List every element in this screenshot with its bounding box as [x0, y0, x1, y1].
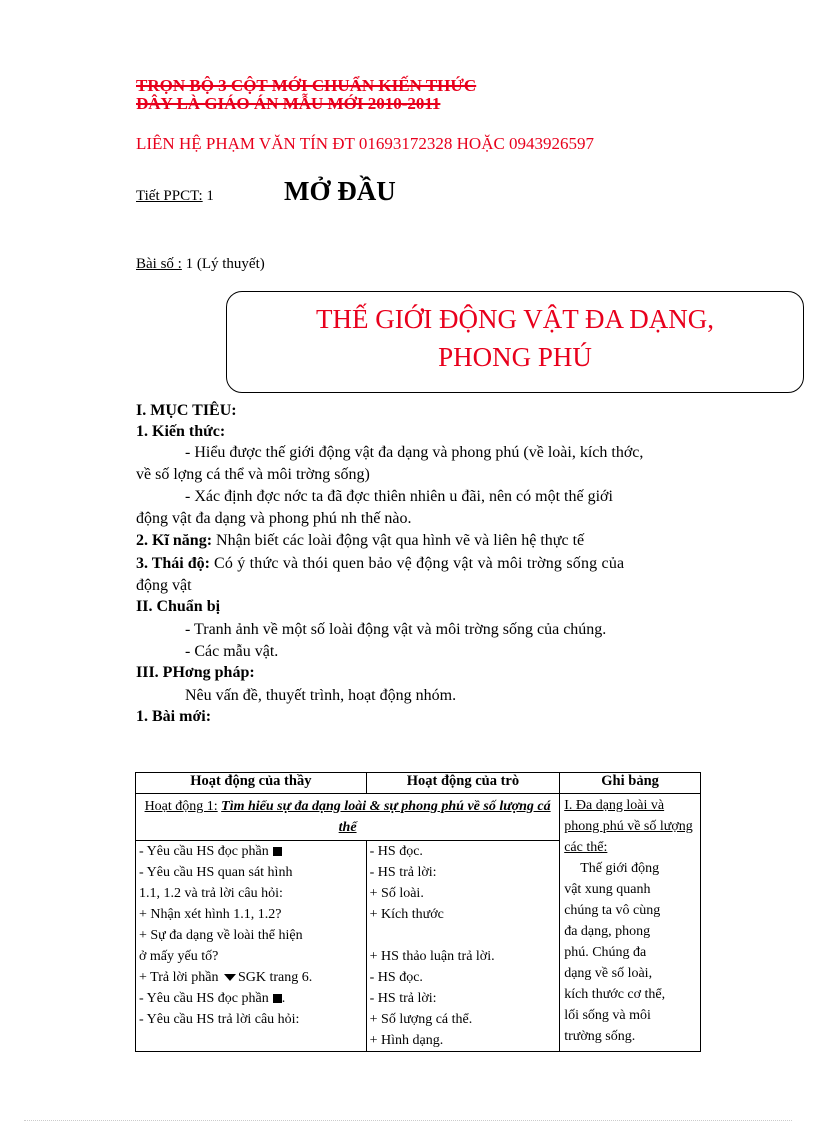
section-chuan-bi: II. Chuẩn bị [136, 598, 221, 615]
student-line: + Hình dạng. [369, 1033, 444, 1048]
notes-cell [560, 794, 701, 1052]
black-square-icon [273, 994, 282, 1003]
kt-line-2: về số lợng cá thể và môi trờng sống) [136, 466, 370, 483]
student-line: + Số loài. [369, 886, 424, 901]
student-line: - HS đọc. [369, 970, 423, 985]
note-line: kích thước cơ thể, [564, 987, 666, 1002]
thai-do-line-1: Có ý thức và thói quen bảo vệ động vật và môi trờng sống của [213, 555, 625, 572]
teacher-line: - Yêu cầu HS trả lời câu hỏi: [139, 1012, 300, 1027]
teacher-line: + Nhận xét hình 1.1, 1.2? [139, 907, 282, 922]
section-phuong-phap: III. PHơng pháp: [136, 664, 255, 681]
lesson-title-line-1: THẾ GIỚI ĐỘNG VẬT ĐA DẠNG, [316, 304, 714, 334]
page-bottom-border [24, 1120, 792, 1121]
note-line: đa dạng, phong [564, 924, 651, 939]
kt-line-4: động vật đa dạng và phong phú nh thế nào. [136, 510, 412, 527]
student-line: - HS đọc. [369, 844, 423, 859]
student-line: + Kích thước [369, 907, 444, 922]
header-student: Hoạt động của trò [366, 773, 560, 794]
teacher-line: + Trả lời phần SGK trang 6. [139, 970, 313, 985]
teacher-line: ở mấy yếu tố? [139, 949, 219, 964]
black-square-icon [273, 847, 282, 856]
ppct-label: Tiết PPCT: [136, 188, 203, 204]
thai-do-line-2: động vật [136, 577, 192, 594]
student-line: - HS trả lời: [369, 865, 437, 880]
teacher-cell [136, 841, 367, 1052]
contact-line: LIÊN HỆ PHẠM VĂN TÍN ĐT 01693172328 HOẶC 0943926597 [136, 134, 595, 153]
header-notes: Ghi bảng [560, 773, 701, 794]
student-line: + Số lượng cá thể. [369, 1012, 473, 1027]
ki-nang-text: Nhận biết các loài động vật qua hình vẽ và liên hệ thực tế [216, 532, 585, 549]
down-triangle-icon [224, 974, 236, 981]
student-spacer [370, 925, 557, 946]
bai-so [136, 256, 265, 273]
student-cell [366, 841, 560, 1052]
section-bai-moi: 1. Bài mới: [136, 708, 212, 725]
lesson-plan-table [135, 772, 701, 1052]
pp-text: Nêu vấn đề, thuyết trình, hoạt động nhóm. [185, 687, 457, 704]
student-line: + HS thảo luận trả lời. [369, 949, 495, 964]
note-line: chúng ta vô cùng [564, 903, 661, 918]
teacher-line: 1.1, 1.2 và trả lời câu hỏi: [139, 886, 283, 901]
teacher-line: - Yêu cầu HS đọc phần [139, 841, 363, 862]
bai-label: Bài số : [136, 256, 182, 272]
ppct-value: 1 [206, 188, 214, 204]
ki-nang [136, 532, 584, 550]
note-line: vật xung quanh [564, 882, 651, 897]
section-muc-tieu: I. MỤC TIÊU: [136, 402, 237, 419]
activity-title: Tìm hiểu sự đa dạng loài & sự phong phú về số lượng cá thể [221, 799, 551, 835]
cb-line-1: - Tranh ảnh về một số loài động vật và môi trờng sống của chúng. [185, 621, 607, 638]
header-line-1: TRỌN BỘ 3 CỘT MỚI CHUẨN KIẾN THỨC [136, 76, 477, 95]
chapter-title: MỞ ĐẦU [284, 176, 396, 206]
thai-do-label: 3. Thái độ: [136, 555, 210, 572]
kt-line-3: - Xác định đợc nớc ta đã đợc thiên nhiên u đãi, nên có một thế giới [185, 488, 613, 505]
note-line: dạng về số loài, [564, 966, 653, 981]
teacher-line: - Yêu cầu HS quan sát hình [139, 865, 293, 880]
lesson-title-box [226, 291, 804, 393]
header-teacher: Hoạt động của thầy [136, 773, 367, 794]
note-heading: I. Đa dạng loài và phong phú về số lượng các thể: [564, 798, 693, 855]
note-line: trường sống. [564, 1029, 636, 1044]
table-header-row [136, 773, 701, 794]
section-kien-thuc: 1. Kiến thức: [136, 423, 226, 440]
table-row [136, 794, 701, 841]
ki-nang-label: 2. Kĩ năng: [136, 532, 213, 549]
activity-cell [136, 794, 560, 841]
note-line: phú. Chúng đa [564, 945, 647, 960]
activity-label: Hoạt động 1: [144, 799, 218, 814]
note-line: Thế giới động [580, 861, 660, 876]
student-line: - HS trả lời: [369, 991, 437, 1006]
thai-do [136, 555, 624, 573]
cb-line-2: - Các mẫu vật. [185, 643, 279, 660]
header-line-2: ĐÂY LÀ GIÁO ÁN MẪU MỚI 2010-2011 [136, 94, 441, 113]
bai-value: 1 (Lý thuyết) [185, 256, 265, 272]
note-line: lối sống và môi [564, 1008, 651, 1023]
kt-line-1: - Hiểu được thế giới động vật đa dạng và phong phú (về loài, kích thớc, [185, 444, 644, 461]
ppct [136, 188, 214, 205]
teacher-line: + Sự đa dạng về loài thể hiện [139, 928, 303, 943]
teacher-line: - Yêu cầu HS đọc phần . [139, 991, 286, 1006]
lesson-title-line-2: PHONG PHÚ [438, 342, 592, 372]
